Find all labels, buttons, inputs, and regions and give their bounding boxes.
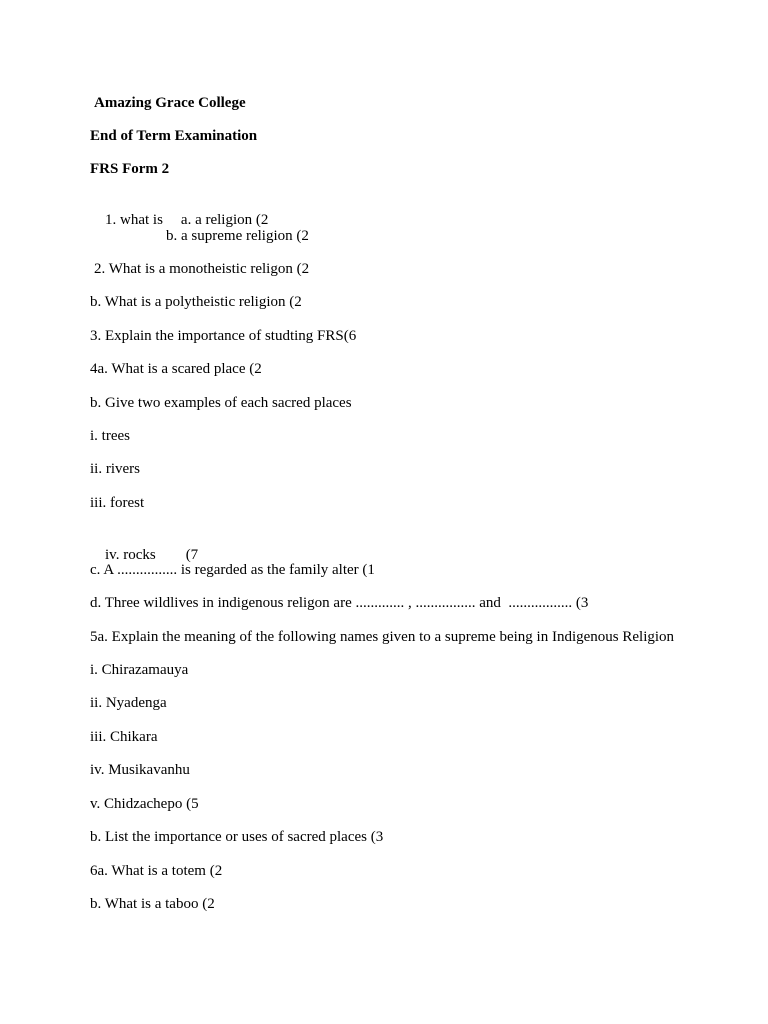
question-1-number: 1. what is [105, 212, 163, 228]
question-5a-iii: iii. Chikara [90, 729, 158, 745]
question-4b-ii: ii. rivers [90, 461, 140, 477]
question-3: 3. Explain the importance of studting FRS(6 [90, 328, 357, 344]
question-1b: b. a supreme religion (2 [166, 228, 309, 244]
school-name: Amazing Grace College [94, 95, 246, 111]
subject-title: FRS Form 2 [90, 161, 170, 177]
question-4d: d. Three wildlives in indigenous religon are ............. , ................ and ................. (3 [90, 595, 589, 611]
question-2a: 2. What is a monotheistic religon (2 [94, 261, 310, 277]
question-4c: c. A ................ is regarded as the family alter (1 [90, 562, 375, 578]
question-6b: b. What is a taboo (2 [90, 896, 215, 912]
question-4b-i: i. trees [90, 428, 130, 444]
question-5a-ii: ii. Nyadenga [90, 695, 167, 711]
question-5a-v: v. Chidzachepo (5 [90, 796, 199, 812]
question-5b: b. List the importance or uses of sacred places (3 [90, 829, 384, 845]
question-4b-iv-text: iv. rocks [105, 547, 156, 563]
question-4a: 4a. What is a scared place (2 [90, 361, 262, 377]
question-6a: 6a. What is a totem (2 [90, 863, 223, 879]
question-5a: 5a. Explain the meaning of the following names given to a supreme being in Indigenous Religion [90, 629, 675, 645]
question-5a-iv: iv. Musikavanhu [90, 762, 190, 778]
exam-title: End of Term Examination [90, 128, 258, 144]
question-2b: b. What is a polytheistic religion (2 [90, 294, 302, 310]
question-5a-i: i. Chirazamauya [90, 662, 189, 678]
question-1a-text: a. a religion (2 [180, 212, 269, 228]
question-4b-marks: (7 [185, 547, 199, 563]
question-4b-iii: iii. forest [90, 495, 145, 511]
question-4b: b. Give two examples of each sacred places [90, 395, 352, 411]
